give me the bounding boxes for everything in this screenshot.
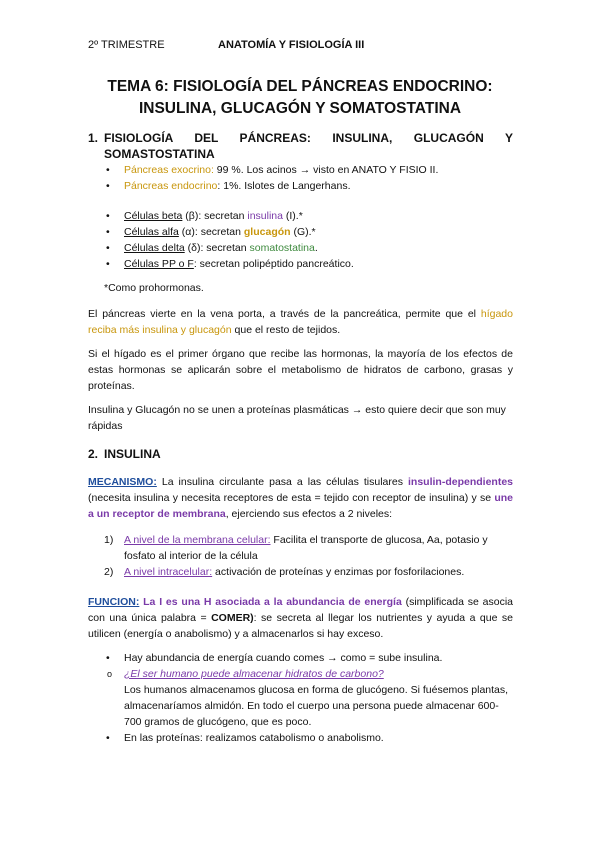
document-title	[60, 76, 540, 120]
text: El páncreas vierte en la vena porta, a través de la pancreática, permite que el	[88, 308, 481, 320]
text: (β): secretan	[182, 210, 248, 222]
label: FUNCION:	[88, 596, 140, 608]
list-item	[88, 256, 513, 272]
list-item	[88, 178, 513, 194]
highlight: insulin-dependientes	[407, 476, 513, 488]
cell-types-list	[88, 208, 513, 272]
label: A nivel intracelular:	[124, 566, 213, 578]
text: : secretan polipéptido pancreático.	[193, 258, 354, 270]
text: (α): secretan	[178, 226, 244, 238]
bold-text: COMER)	[211, 612, 254, 624]
item-number: 1)	[104, 534, 114, 546]
list-item	[88, 564, 513, 580]
cell-label: Células beta	[124, 210, 183, 222]
section-2-heading	[88, 446, 513, 462]
highlight: une a un receptor de membrana	[88, 492, 513, 520]
text: : se secreta al llegar los nutrientes y ayuda a que se utilicen (energía o anabolismo) y a almacenarlos si hay exceso.	[88, 612, 513, 640]
text: La insulina circulante pasa a las células tisulares	[156, 476, 408, 488]
list-item	[88, 208, 513, 224]
section-1-heading	[88, 130, 513, 162]
question: ¿El ser humano puede almacenar hidratos de carbono?	[124, 668, 384, 680]
function-list	[88, 650, 513, 746]
highlight: Páncreas endocrino	[124, 180, 218, 192]
hormone-glucagon: glucagón	[243, 226, 291, 238]
title-line-2: INSULINA, GLUCAGÓN Y SOMATOSTATINA	[138, 100, 462, 117]
title-line-1: TEMA 6: FISIOLOGÍA DEL PÁNCREAS ENDOCRINO:	[107, 78, 493, 95]
document-body	[88, 130, 513, 746]
list-item	[88, 730, 513, 746]
text: En las proteínas: realizamos catabolismo o anabolismo.	[124, 732, 384, 744]
list-item	[88, 650, 513, 666]
levels-list	[88, 532, 513, 580]
trimester-label: 2º TRIMESTRE	[88, 39, 165, 51]
text: Los humanos almacenamos glucosa en forma de glucógeno. Si fuésemos plantas, almacenaríamos almidón. En todo el cuerpo una persona puede almacenar 600-700 gramos de glucógeno, que es poco.	[124, 684, 509, 728]
paragraph: Si el hígado es el primer órgano que recibe las hormonas, la mayoría de los efectos de estas hormonas se aplicarán sobre el metabolismo de hidratos de carbono, grasas y proteínas.	[88, 348, 513, 392]
text: (G).*	[290, 226, 316, 238]
text: 99 %. Los acinos → visto en ANATO Y FISIO II.	[213, 164, 439, 176]
function-paragraph	[88, 594, 513, 642]
section-number: 2.	[88, 447, 99, 461]
text: activación de proteínas y enzimas por fosforilaciones.	[212, 566, 465, 578]
list-item	[88, 532, 513, 564]
text: Facilita el transporte de glucosa, Aa, potasio y fosfato al interior de la célula	[124, 534, 488, 562]
text: (I).*	[282, 210, 303, 222]
heading-text: INSULINA	[104, 447, 161, 461]
text: que el resto de tejidos.	[231, 324, 341, 336]
text: (necesita insulina y necesita receptores de esta = tejido con receptor de insulina) y se	[88, 492, 495, 504]
mechanism-paragraph	[88, 474, 513, 522]
label: A nivel de la membrana celular:	[124, 534, 271, 546]
section-number: 1.	[88, 131, 99, 145]
heading-text: SOMASTOSTATINA	[104, 147, 215, 161]
cell-label: Células alfa	[124, 226, 179, 238]
hormone-somatostatin: somatostatina	[249, 242, 315, 254]
text: .	[314, 242, 318, 254]
cell-label: Células PP o F	[124, 258, 194, 270]
text: Hay abundancia de energía cuando comes → como = sube insulina.	[124, 652, 443, 664]
paragraph	[88, 306, 513, 338]
text: : 1%. Islotes de Langerhans.	[217, 180, 351, 192]
list-item	[88, 162, 513, 178]
list-item	[88, 666, 513, 730]
list-item	[88, 224, 513, 240]
footnote: *Como prohormonas.	[104, 282, 204, 294]
text: (δ): secretan	[184, 242, 250, 254]
label: MECANISMO:	[88, 476, 157, 488]
cell-label: Células delta	[124, 242, 185, 254]
hormone-insulin: insulina	[247, 210, 283, 222]
highlight: Páncreas exocrino:	[124, 164, 214, 176]
paragraph: Insulina y Glucagón no se unen a proteínas plasmáticas → esto quiere decir que son muy rápidas	[88, 404, 506, 432]
list-item	[88, 240, 513, 256]
highlight: hígado reciba más insulina y glucagón	[88, 308, 513, 336]
text: , ejerciendo sus efectos a 2 niveles:	[225, 508, 393, 520]
item-number: 2)	[104, 566, 114, 578]
text: (simplificada se asocia con una única palabra =	[88, 596, 513, 624]
pancreas-types-list	[88, 162, 513, 194]
heading-text: FISIOLOGÍA DEL PÁNCREAS: INSULINA, GLUCAGÓN Y	[104, 131, 513, 145]
subject-label: ANATOMÍA Y FISIOLOGÍA III	[218, 39, 365, 51]
highlight: La I es una H asociada a la abundancia de energía	[139, 596, 402, 608]
